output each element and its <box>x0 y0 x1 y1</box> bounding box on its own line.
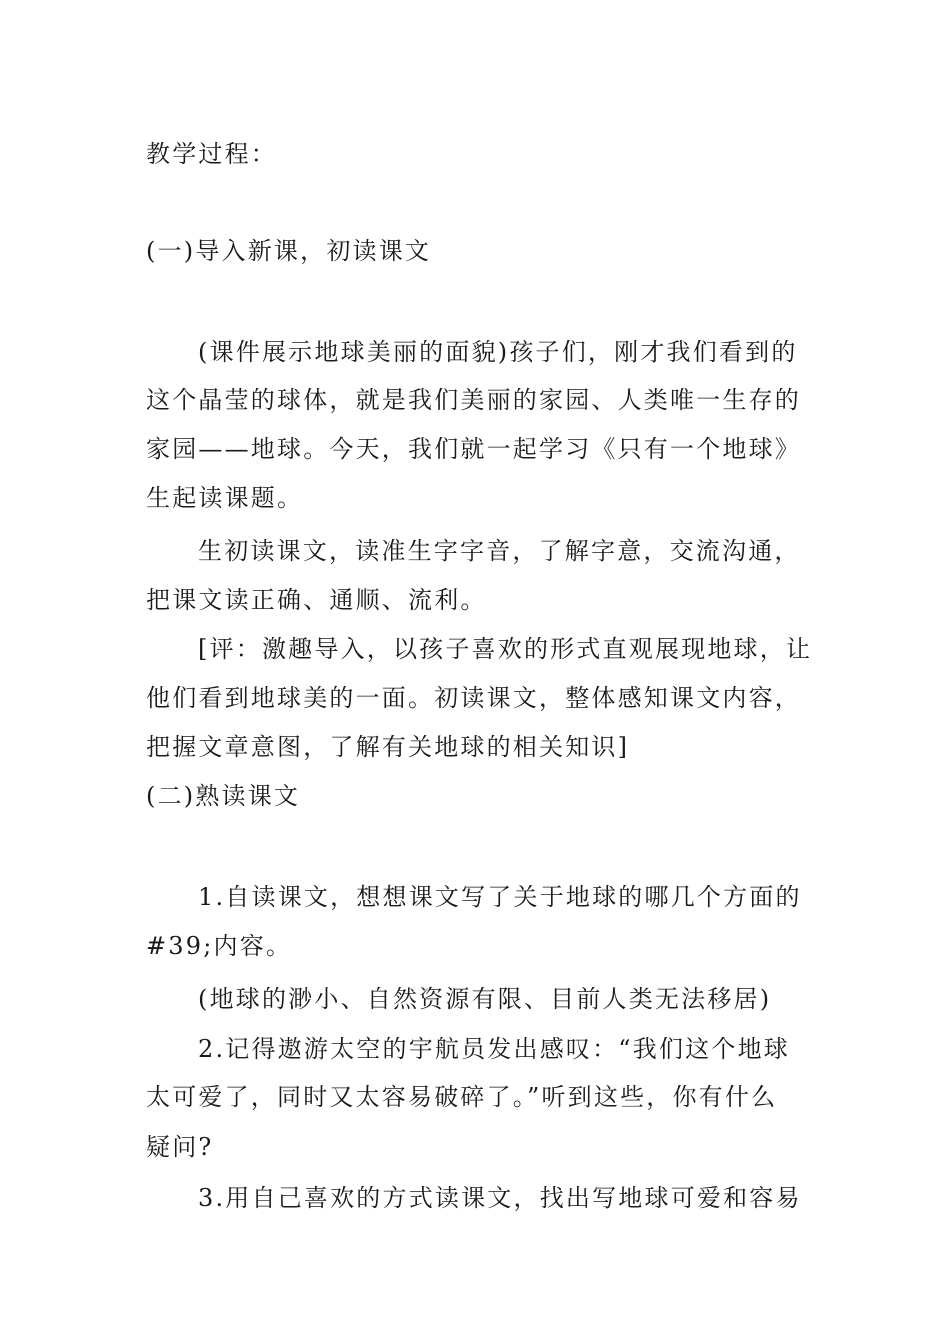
section-title-2: (二)熟读课文 <box>146 782 301 810</box>
comment-line: 他们看到地球美的一面。初读课文，整体感知课文内容， <box>146 684 801 712</box>
paragraph-line: 生起读课题。 <box>146 484 304 512</box>
comment-line: 把握文章意图，了解有关地球的相关知识] <box>146 733 630 761</box>
list-item-line: 3.用自己喜欢的方式读课文，找出写地球可爱和容易 <box>198 1184 802 1212</box>
comment-line: [评：激趣导入，以孩子喜欢的形式直观展现地球，让 <box>198 635 813 663</box>
answer-line: (地球的渺小、自然资源有限、目前人类无法移居) <box>198 985 772 1013</box>
paragraph-line: 家园——地球。今天，我们就一起学习《只有一个地球》 <box>146 435 801 463</box>
list-item-line: 2.记得遨游太空的宇航员发出感叹：“我们这个地球 <box>198 1035 790 1063</box>
list-item-line: 1.自读课文，想想课文写了关于地球的哪几个方面的 <box>198 883 802 911</box>
paragraph-line: 生初读课文，读准生字字音，了解字意，交流沟通， <box>198 537 801 565</box>
list-item-line: 疑问? <box>146 1133 214 1161</box>
paragraph-line: 把课文读正确、通顺、流利。 <box>146 586 487 614</box>
list-item-line: 太可爱了，同时又太容易破碎了。”听到这些，你有什么 <box>146 1083 778 1111</box>
heading-teaching-process: 教学过程： <box>146 140 277 168</box>
list-item-line: #39;内容。 <box>146 932 293 960</box>
paragraph-line: (课件展示地球美丽的面貌)孩子们，刚才我们看到的 <box>198 338 798 366</box>
paragraph-line: 这个晶莹的球体，就是我们美丽的家园、人类唯一生存的 <box>146 386 801 414</box>
section-title-1: (一)导入新课，初读课文 <box>146 237 432 265</box>
